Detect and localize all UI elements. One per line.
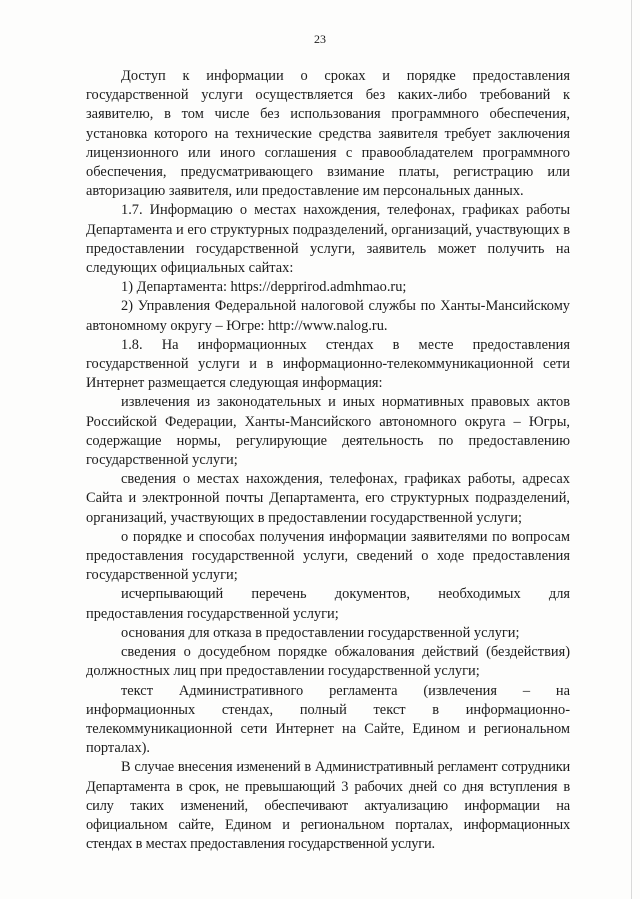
- list-item-legal-extracts: извлечения из законодательных и иных нормативных правовых актов Российской Федерации, Ханты-Мансийского автономного округа – Югры, содержащие нормы, регулирующие деятельность по предоставлению государственной услуги;: [86, 394, 570, 469]
- list-item-tax-service-site: 2) Управления Федеральной налоговой службы по Ханты-Мансийскому автономному округу – Югре: http://www.nalog.ru.: [86, 298, 570, 334]
- paragraph-updates: В случае внесения изменений в Административный регламент сотрудники Департамента в срок, не превышающий 3 рабочих дней со дня вступления в силу таких изменений, обеспечивают актуализацию информации на официальном сайте, Едином и региональном порталах, информационных стендах в местах предоставления государственной услуги.: [86, 759, 570, 853]
- document-body: [86, 67, 570, 854]
- scan-edge-line: [631, 0, 632, 899]
- list-item-document-list: исчерпывающий перечень документов, необходимых для предоставления государственной услуги;: [86, 586, 570, 622]
- list-item-refusal-grounds: основания для отказа в предоставлении государственной услуги;: [121, 624, 520, 641]
- paragraph-1-7: 1.7. Информацию о местах нахождения, телефонах, графиках работы Департамента и его структурных подразделений, организаций, участвующих в предоставлении государственной услуги, заявитель может получить на следующих официальных сайтах:: [86, 202, 570, 277]
- page-number: 23: [314, 32, 326, 46]
- list-item-regulation-text: текст Административного регламента (извлечения – на информационных стендах, полный текст в информационно-телекоммуникационной сети Интернет на Сайте, Едином и региональном порталах).: [86, 682, 570, 757]
- list-item-department-site: 1) Департамента: https://depprirod.admhmao.ru;: [121, 279, 407, 296]
- paragraph-access-info: Доступ к информации о сроках и порядке предоставления государственной услуги осуществляется без каких-либо требований к заявителю, в том числе без использования программного обеспечения, установка которого на технические средства заявителя требует заключения лицензионного или иного соглашения с правообладателем программного обеспечения, предусматривающего взимание платы, регистрацию или авторизацию заявителя, или предоставление им персональных данных.: [86, 68, 570, 200]
- list-item-appeal-procedure: сведения о досудебном порядке обжалования действий (бездействия) должностных лиц при предоставлении государственной услуги;: [86, 644, 570, 680]
- paragraph-1-8: 1.8. На информационных стендах в месте предоставления государственной услуги и в информационно-телекоммуникационной сети Интернет размещается следующая информация:: [86, 336, 570, 392]
- list-item-contact-info: сведения о местах нахождения, телефонах, графиках работы, адресах Сайта и электронной почты Департамента, его структурных подразделений, организаций, участвующих в предоставлении государственной услуги;: [86, 471, 570, 526]
- list-item-procedure: о порядке и способах получения информации заявителями по вопросам предоставления государственной услуги, сведений о ходе предоставления государственной услуги;: [86, 528, 570, 584]
